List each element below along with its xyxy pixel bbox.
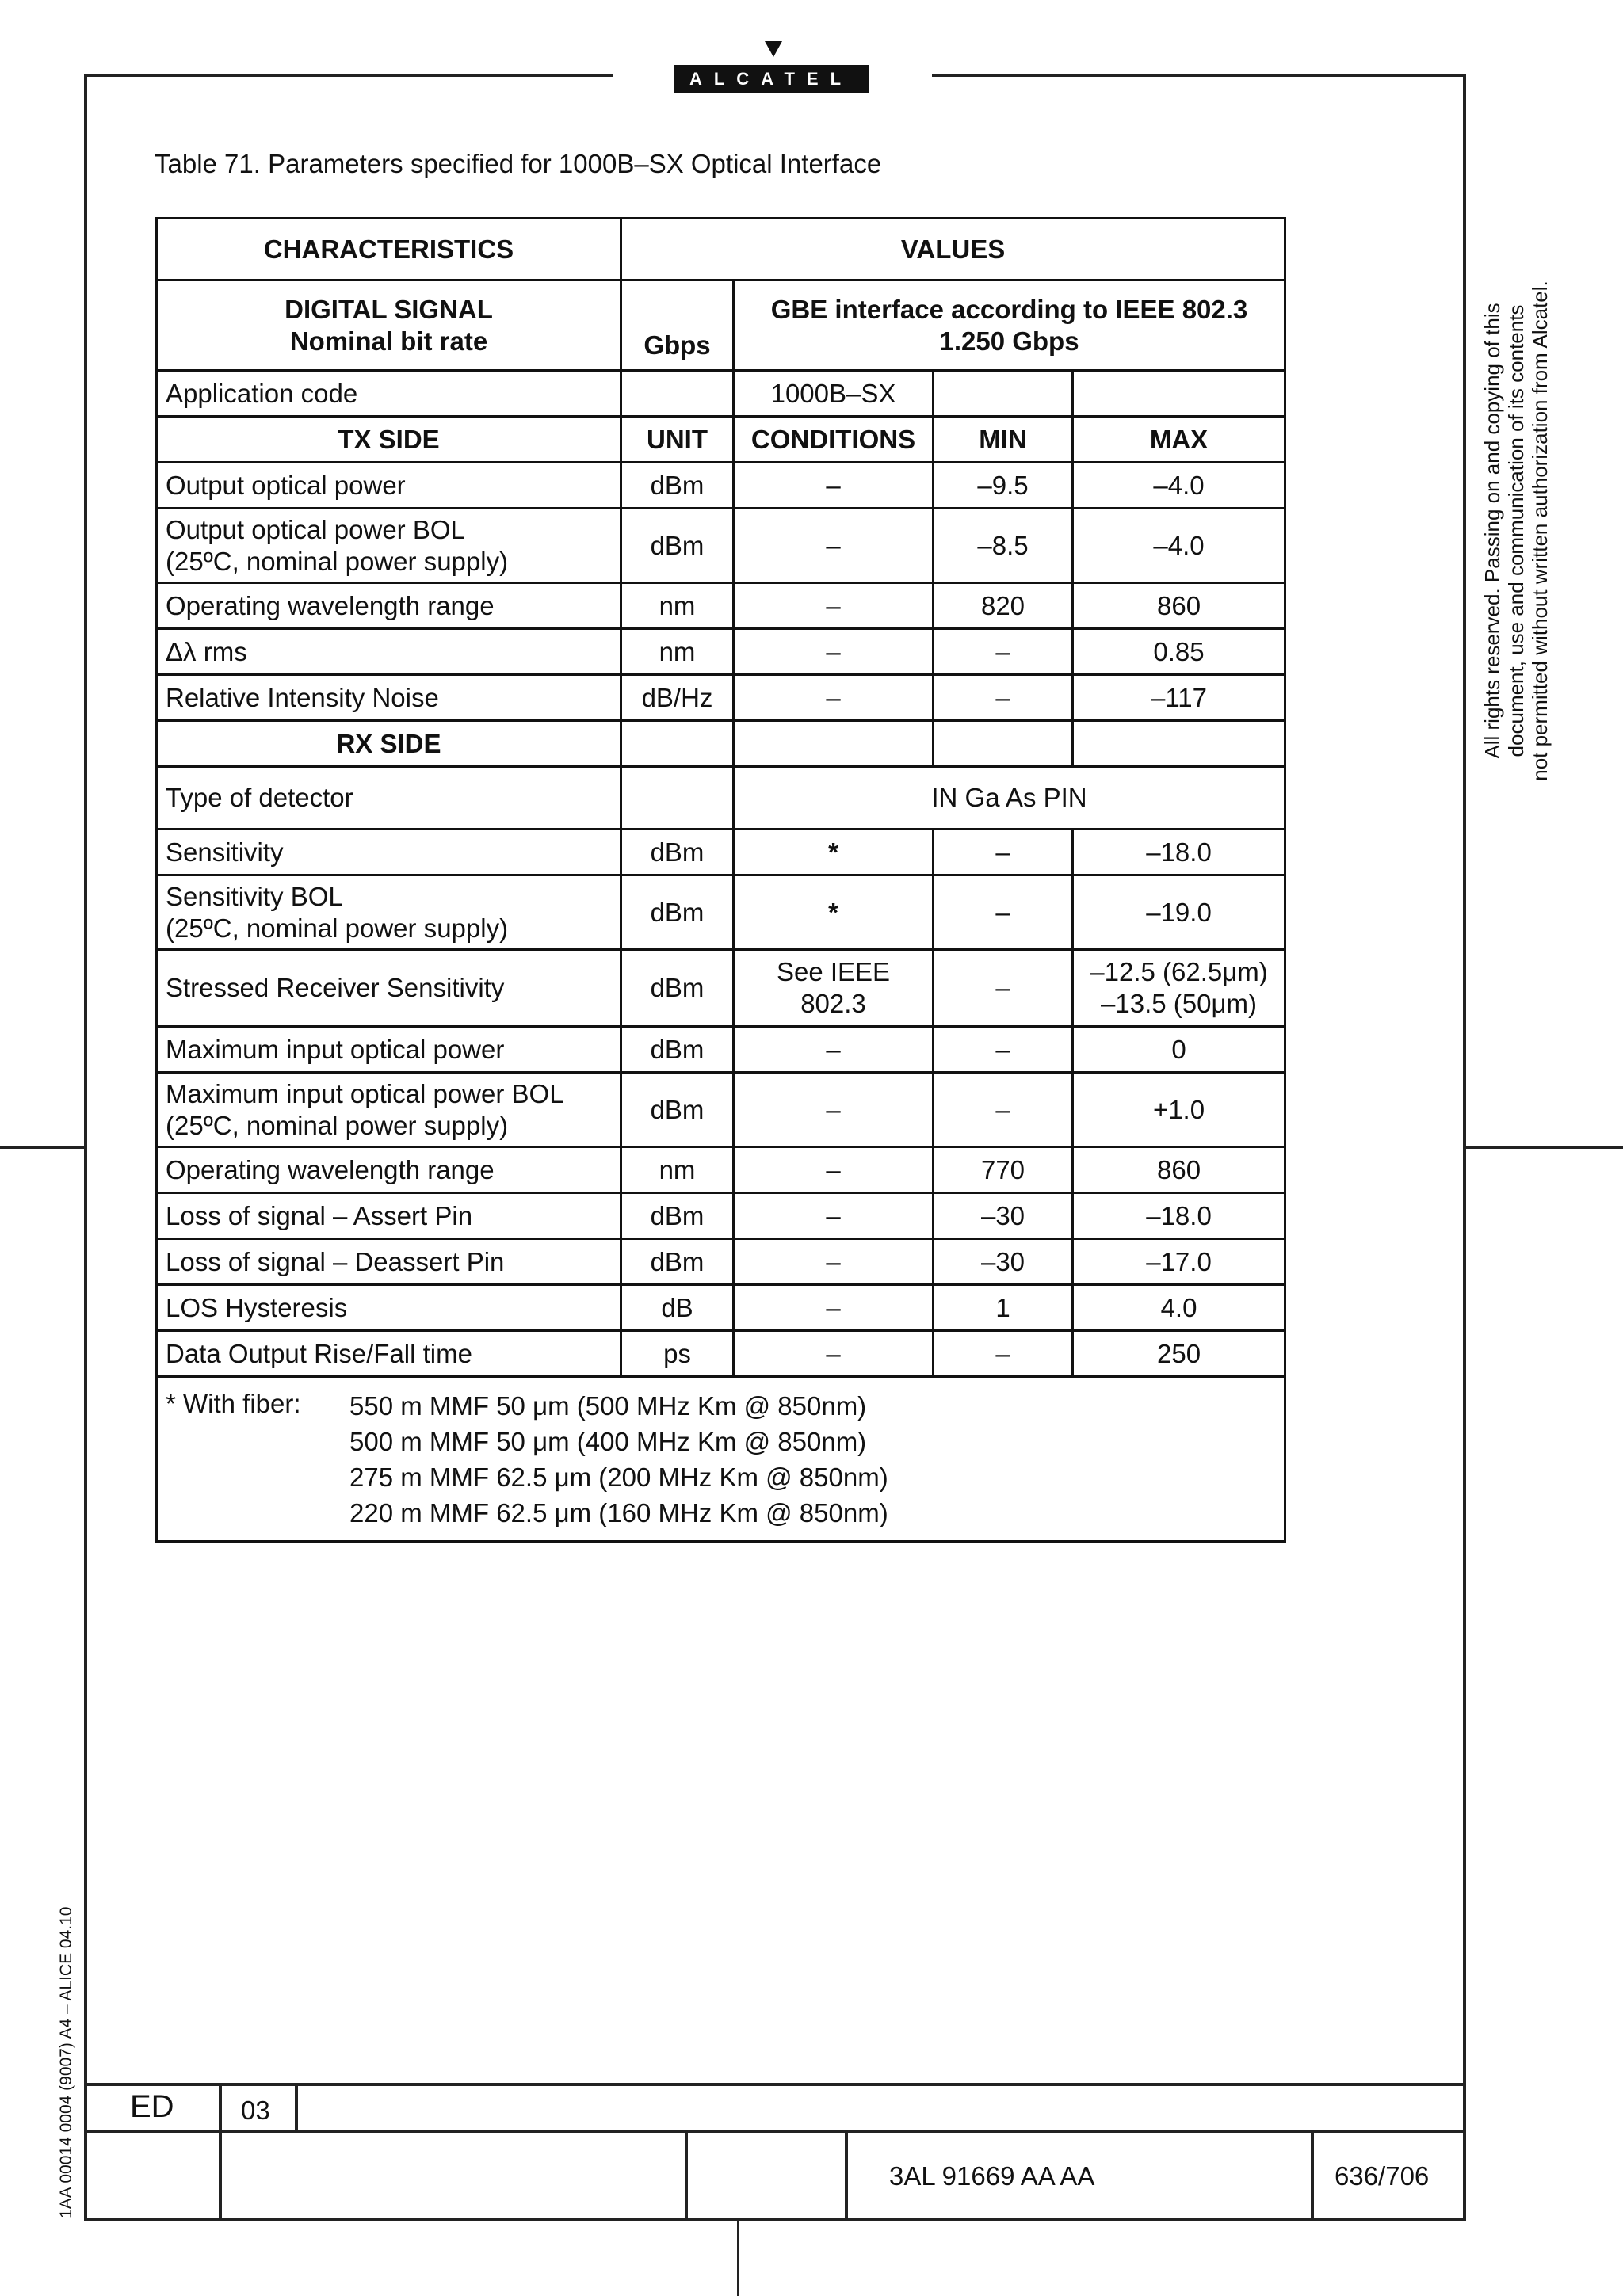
footnote-line: 220 m MMF 62.5 μm (160 MHz Km @ 850nm) (349, 1497, 888, 1527)
logo-arrow-icon (765, 41, 782, 57)
title-block-divider (1311, 2130, 1314, 2221)
unit-cell: dBm (621, 950, 734, 1027)
min-cell: 1 (934, 1285, 1073, 1331)
max-cell: 860 (1073, 583, 1285, 629)
unit-cell: dB (621, 1285, 734, 1331)
min-cell: 820 (934, 583, 1073, 629)
min-cell: – (934, 830, 1073, 875)
min-cell: 770 (934, 1147, 1073, 1193)
spec-table (155, 217, 1286, 1543)
digital-signal-cell (157, 280, 621, 371)
unit-cell: dBm (621, 875, 734, 950)
conditions-cell: – (734, 1239, 934, 1285)
right-fold-mark (1466, 1146, 1623, 1149)
unit-cell: nm (621, 629, 734, 675)
param-cell: Operating wavelength range (157, 1147, 621, 1193)
param-cell (157, 509, 621, 583)
max-cell: 860 (1073, 1147, 1285, 1193)
gbe-rate-line: 1.250 Gbps (939, 326, 1079, 356)
param-line: (25ºC, nominal power supply) (166, 546, 509, 576)
table-row (157, 1239, 1285, 1285)
copyright-line: document, use and communication of its contents (1504, 304, 1528, 757)
title-block-divider (685, 2130, 688, 2221)
conditions-header: CONDITIONS (734, 417, 934, 463)
unit-cell: dBm (621, 830, 734, 875)
max-cell: 0.85 (1073, 629, 1285, 675)
application-code-value: 1000B–SX (734, 371, 934, 417)
frame-bottom-line (84, 2218, 1466, 2221)
digital-signal-label: DIGITAL SIGNAL (285, 294, 493, 324)
param-cell: Data Output Rise/Fall time (157, 1331, 621, 1377)
param-line: (25ºC, nominal power supply) (166, 913, 509, 943)
empty-cell (621, 371, 734, 417)
table-row (157, 509, 1285, 583)
unit-cell: dBm (621, 1073, 734, 1147)
document-reference: 1AA 00014 0004 (9007) A4 – ALICE 04.10 (57, 1906, 75, 2218)
alcatel-logo: ALCATEL (674, 65, 869, 93)
min-cell: – (934, 629, 1073, 675)
min-cell: –8.5 (934, 509, 1073, 583)
table-header-row (157, 219, 1285, 280)
bottom-punch-mark (737, 2221, 739, 2296)
max-cell: 4.0 (1073, 1285, 1285, 1331)
unit-cell: nm (621, 583, 734, 629)
max-cell: –18.0 (1073, 1193, 1285, 1239)
max-cell: –4.0 (1073, 463, 1285, 509)
title-block-divider (845, 2130, 848, 2221)
copyright-notice (1480, 261, 1552, 800)
table-row (157, 629, 1285, 675)
unit-cell: dBm (621, 1193, 734, 1239)
footnote-line: 500 m MMF 50 μm (400 MHz Km @ 850nm) (349, 1426, 867, 1456)
empty-cell (621, 721, 734, 767)
footnote-lines (349, 1388, 888, 1531)
param-line: Output optical power BOL (166, 514, 465, 544)
unit-cell: nm (621, 1147, 734, 1193)
document-number: 3AL 91669 AA AA (889, 2161, 1095, 2191)
conditions-cell: * (734, 875, 934, 950)
table-row (157, 675, 1285, 721)
min-cell: –9.5 (934, 463, 1073, 509)
title-block-divider (219, 2083, 222, 2221)
conditions-cell: – (734, 629, 934, 675)
min-cell: – (934, 1027, 1073, 1073)
gbe-interface-line: GBE interface according to IEEE 802.3 (770, 294, 1248, 324)
min-cell: – (934, 675, 1073, 721)
conditions-cell: – (734, 1193, 934, 1239)
param-line: Sensitivity BOL (166, 881, 343, 911)
max-cell: 250 (1073, 1331, 1285, 1377)
footnote-label: * With fiber: (166, 1388, 301, 1418)
conditions-cell: – (734, 509, 934, 583)
nominal-bit-rate-label: Nominal bit rate (289, 326, 488, 356)
min-cell: – (934, 1073, 1073, 1147)
unit-cell: dBm (621, 509, 734, 583)
table-row (157, 583, 1285, 629)
footnote-line: 550 m MMF 50 μm (500 MHz Km @ 850nm) (349, 1390, 867, 1421)
title-block-mid-line (84, 2130, 1466, 2133)
param-cell: Operating wavelength range (157, 583, 621, 629)
table-row (157, 1073, 1285, 1147)
unit-cell: ps (621, 1331, 734, 1377)
param-line: (25ºC, nominal power supply) (166, 1110, 509, 1140)
conditions-cell: – (734, 1285, 934, 1331)
unit-cell: dBm (621, 1027, 734, 1073)
min-cell: – (934, 950, 1073, 1027)
param-cell: Type of detector (157, 767, 621, 830)
table-row (157, 950, 1285, 1027)
table-row (157, 1147, 1285, 1193)
max-cell: –18.0 (1073, 830, 1285, 875)
min-cell: –30 (934, 1239, 1073, 1285)
min-header: MIN (934, 417, 1073, 463)
param-cell: Loss of signal – Deassert Pin (157, 1239, 621, 1285)
table-row (157, 1027, 1285, 1073)
copyright-line: All rights reserved. Passing on and copying of this (1480, 303, 1504, 759)
param-cell: Δλ rms (157, 629, 621, 675)
max-cell: –17.0 (1073, 1239, 1285, 1285)
empty-cell (934, 721, 1073, 767)
max-cell (1073, 950, 1285, 1027)
param-cell: Loss of signal – Assert Pin (157, 1193, 621, 1239)
max-line: –13.5 (50μm) (1101, 989, 1257, 1018)
detector-value: IN Ga As PIN (734, 767, 1285, 830)
conditions-cell: – (734, 583, 934, 629)
table-row (157, 875, 1285, 950)
frame-left-line (84, 74, 87, 2221)
conditions-cell: – (734, 675, 934, 721)
application-code-row (157, 371, 1285, 417)
param-cell: Sensitivity (157, 830, 621, 875)
edition-label: ED (130, 2089, 174, 2124)
application-code-label: Application code (157, 371, 621, 417)
page-number: 636/706 (1335, 2161, 1430, 2191)
unit-cell: dB/Hz (621, 675, 734, 721)
param-line: Maximum input optical power BOL (166, 1078, 564, 1108)
frame-top-left-line (84, 74, 613, 77)
param-cell: LOS Hysteresis (157, 1285, 621, 1331)
min-cell: – (934, 875, 1073, 950)
edition-value: 03 (241, 2096, 270, 2125)
tx-side-header: TX SIDE (157, 417, 621, 463)
unit-cell: dBm (621, 463, 734, 509)
table-row (157, 1285, 1285, 1331)
conditions-line: 802.3 (800, 989, 866, 1018)
rx-side-header: RX SIDE (157, 721, 621, 767)
conditions-cell: – (734, 463, 934, 509)
min-cell: –30 (934, 1193, 1073, 1239)
conditions-line: See IEEE (776, 957, 891, 987)
empty-cell (734, 721, 934, 767)
max-line: –12.5 (62.5μm) (1090, 957, 1268, 987)
table-row (157, 830, 1285, 875)
left-fold-mark (0, 1146, 84, 1149)
unit-header: UNIT (621, 417, 734, 463)
values-header: VALUES (621, 219, 1285, 280)
conditions-cell: – (734, 1331, 934, 1377)
max-cell: –117 (1073, 675, 1285, 721)
empty-cell (1073, 371, 1285, 417)
conditions-cell (734, 950, 934, 1027)
footnote-line: 275 m MMF 62.5 μm (200 MHz Km @ 850nm) (349, 1462, 888, 1492)
table-row (157, 463, 1285, 509)
copyright-line: not permitted without written authorization from Alcatel. (1528, 280, 1552, 781)
conditions-cell: – (734, 1027, 934, 1073)
max-cell: –19.0 (1073, 875, 1285, 950)
title-block-divider (295, 2083, 298, 2130)
param-cell: Maximum input optical power (157, 1027, 621, 1073)
empty-cell (621, 767, 734, 830)
min-cell: – (934, 1331, 1073, 1377)
title-block-top-line (84, 2083, 1466, 2086)
rx-side-header-row (157, 721, 1285, 767)
table-caption: Table 71. Parameters specified for 1000B–SX Optical Interface (155, 149, 882, 178)
digital-signal-row (157, 280, 1285, 371)
param-cell (157, 1073, 621, 1147)
conditions-cell: * (734, 830, 934, 875)
conditions-cell: – (734, 1073, 934, 1147)
gbps-unit: Gbps (621, 280, 734, 371)
empty-cell (1073, 721, 1285, 767)
param-cell (157, 875, 621, 950)
unit-cell: dBm (621, 1239, 734, 1285)
characteristics-header: CHARACTERISTICS (157, 219, 621, 280)
param-cell: Relative Intensity Noise (157, 675, 621, 721)
max-cell: 0 (1073, 1027, 1285, 1073)
table-row (157, 1193, 1285, 1239)
frame-top-right-line (932, 74, 1466, 77)
param-cell: Stressed Receiver Sensitivity (157, 950, 621, 1027)
param-cell: Output optical power (157, 463, 621, 509)
gbe-interface-cell (734, 280, 1285, 371)
max-header: MAX (1073, 417, 1285, 463)
max-cell: –4.0 (1073, 509, 1285, 583)
conditions-cell: – (734, 1147, 934, 1193)
footnote-cell (157, 1377, 1285, 1542)
footnote-row (157, 1377, 1285, 1542)
detector-row (157, 767, 1285, 830)
empty-cell (934, 371, 1073, 417)
tx-column-header-row (157, 417, 1285, 463)
max-cell: +1.0 (1073, 1073, 1285, 1147)
table-row (157, 1331, 1285, 1377)
